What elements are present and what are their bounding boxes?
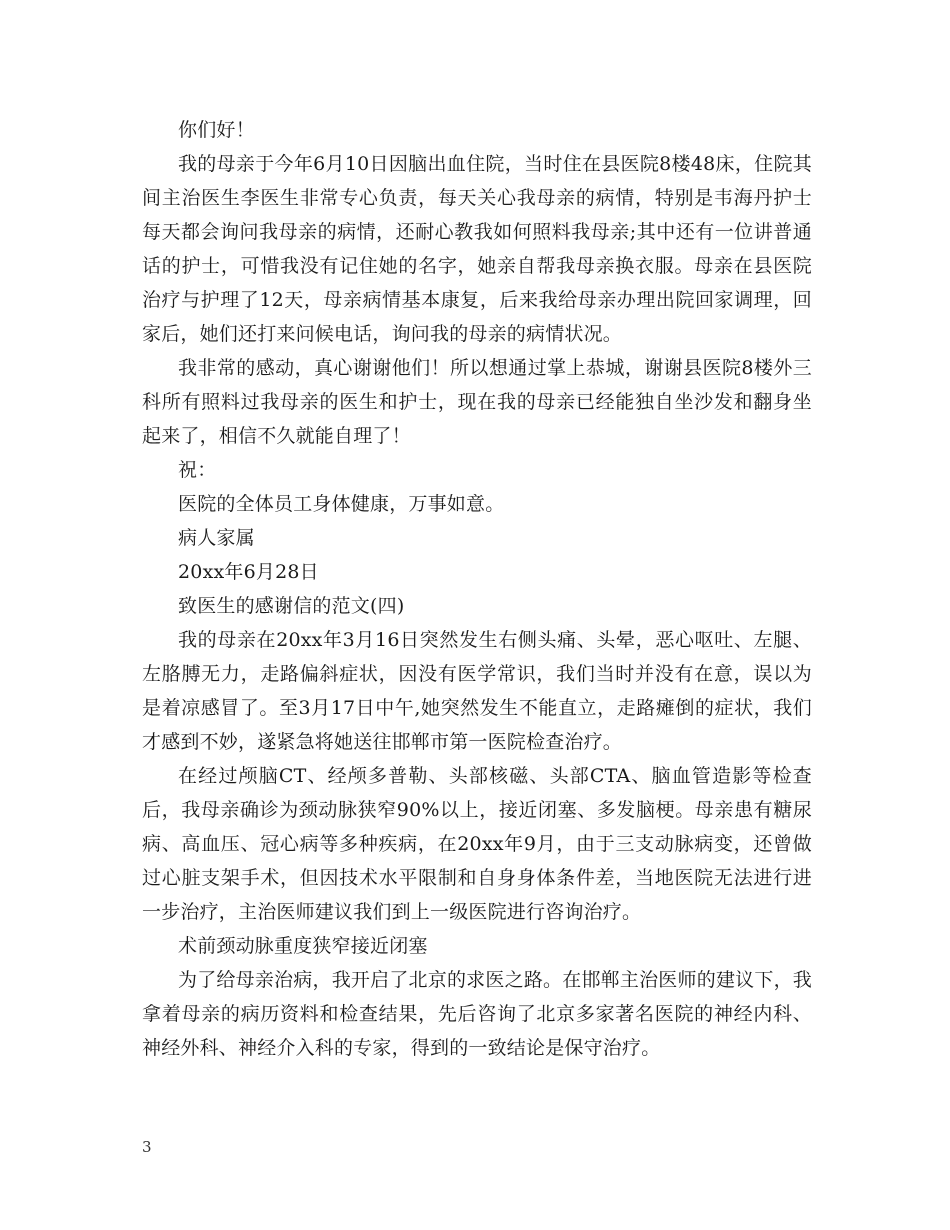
image-caption: 术前颈动脉重度狭窄接近闭塞 [178,935,428,957]
page-number: 3 [142,1138,152,1156]
letter-body [142,113,812,1065]
letter-date: 20xx年6月28日 [178,561,319,583]
paragraph-diagnosis: 在经过颅脑CT、经颅多普勒、头部核磁、头部CTA、脑血管造影等检查后，我母亲确诊为颈动脉狭窄90%以上，接近闭塞、多发脑梗。母亲患有糖尿病、高血压、冠心病等多种疾病，在20xx年9月，由于三支动脉病变，还曾做过心脏支架手术，但因技术水平限制和自身身体条件差，当地医院无法进行进一步治疗，主治医师建议我们到上一级医院进行咨询治疗。 [142,765,812,923]
closing-wish-label: 祝： [178,459,217,481]
section-title: 致医生的感谢信的范文(四) [178,595,405,617]
paragraph-hospital-stay: 我的母亲于今年6月10日因脑出血住院，当时住在县医院8楼48床，住院其间主治医生李医生非常专心负责，每天关心我母亲的病情，特别是韦海丹护士每天都会询问我母亲的病情，还耐心教我如何照料我母亲;其中还有一位讲普通话的护士，可惜我没有记住她的名字，她亲自帮我母亲换衣服。母亲在县医院治疗与护理了12天，母亲病情基本康复，后来我给母亲办理出院回家调理，回家后，她们还打来问候电话，询问我的母亲的病情状况。 [142,153,812,345]
paragraph-thanks: 我非常的感动，真心谢谢他们！所以想通过掌上恭城，谢谢县医院8楼外三科所有照料过我母亲的医生和护士，现在我的母亲已经能独自坐沙发和翻身坐起来了，相信不久就能自理了！ [142,357,812,447]
greeting: 你们好！ [178,119,255,141]
closing-wish: 医院的全体员工身体健康，万事如意。 [178,493,505,515]
paragraph-symptoms: 我的母亲在20xx年3月16日突然发生右侧头痛、头晕，恶心呕吐、左腿、左胳膊无力，走路偏斜症状，因没有医学常识，我们当时并没有在意，误以为是着凉感冒了。至3月17日中午,她突然发生不能直立，走路瘫倒的症状，我们才感到不妙，遂紧急将她送往邯郸市第一医院检查治疗。 [142,629,812,753]
signature: 病人家属 [178,527,255,549]
paragraph-beijing: 为了给母亲治病，我开启了北京的求医之路。在邯郸主治医师的建议下，我拿着母亲的病历资料和检查结果，先后咨询了北京多家著名医院的神经内科、神经外科、神经介入科的专家，得到的一致结论是保守治疗。 [142,969,812,1059]
